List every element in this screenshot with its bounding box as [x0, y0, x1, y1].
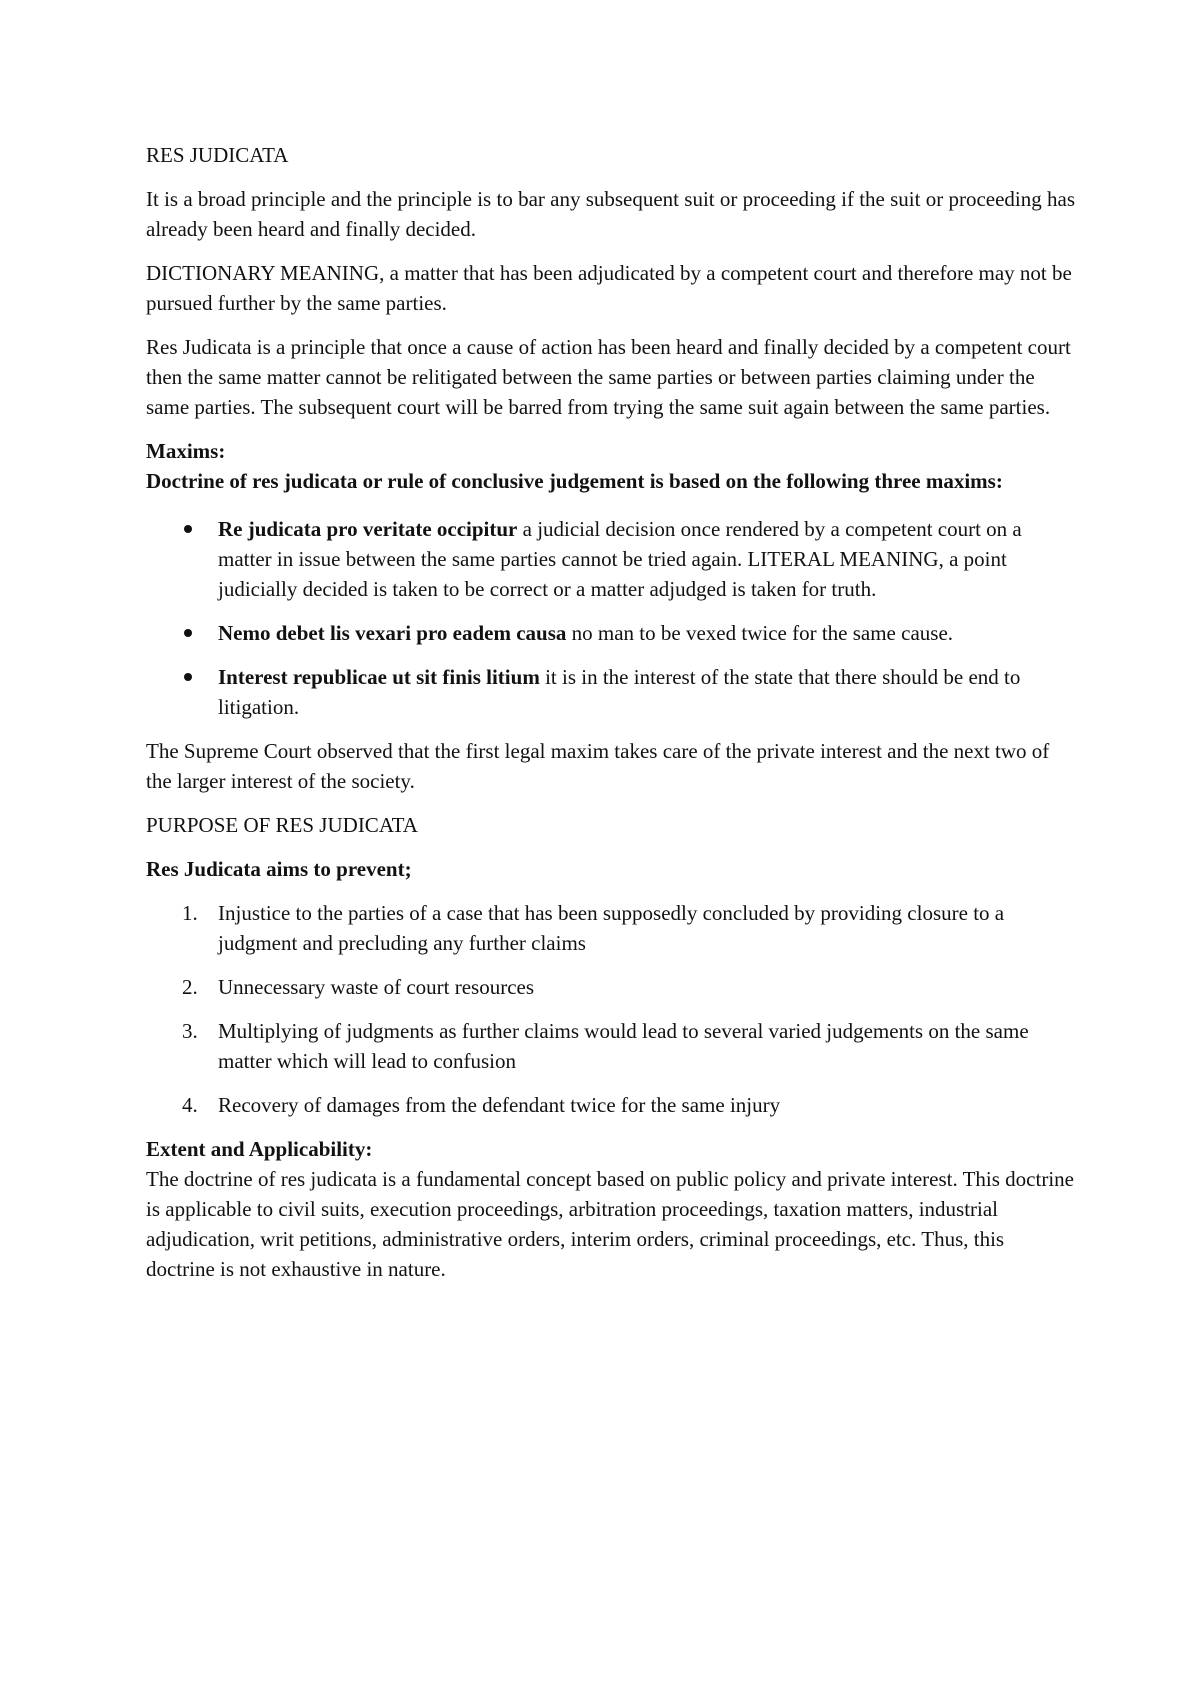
maxim-term: Interest republicae ut sit finis litium: [218, 665, 540, 689]
bullet-icon: [184, 629, 192, 637]
maxim-item: [146, 618, 1076, 648]
list-number: 3.: [182, 1019, 198, 1043]
extent-section: [146, 1134, 1076, 1284]
intro-paragraph: It is a broad principle and the principle is to bar any subsequent suit or proceeding if the suit or proceeding has already been heard and finally decided.: [146, 187, 1075, 241]
document-page: [146, 140, 1076, 1284]
maxim-item: [146, 514, 1076, 604]
principle-paragraph: Res Judicata is a principle that once a cause of action has been heard and finally decided by a competent court then the same matter cannot be relitigated between the same parties or between parties claiming under the same parties. The subsequent court will be barred from trying the same suit again between the same parties.: [146, 335, 1071, 419]
maxim-text: a judicial decision once rendered by a competent court on a matter in issue between the same parties cannot be tried again. LITERAL MEANING, a point judicially decided is taken to be correct or a matter adjudged is taken for truth.: [218, 517, 1022, 601]
purpose-item: [146, 1016, 1076, 1076]
purpose-item-text: Injustice to the parties of a case that has been supposedly concluded by providing closure to a judgment and precluding any further claims: [218, 901, 1005, 955]
maxim-term: Nemo debet lis vexari pro eadem causa: [218, 621, 567, 645]
dictionary-meaning-paragraph: DICTIONARY MEANING, a matter that has been adjudicated by a competent court and therefore may not be pursued further by the same parties.: [146, 261, 1072, 315]
maxim-term: Re judicata pro veritate occipitur: [218, 517, 518, 541]
maxim-text: it is in the interest of the state that there should be end to litigation.: [218, 665, 1021, 719]
bullet-icon: [184, 673, 192, 681]
extent-heading: Extent and Applicability:: [146, 1137, 373, 1161]
bullet-icon: [184, 525, 192, 533]
purpose-subheading: Res Judicata aims to prevent;: [146, 857, 412, 881]
extent-paragraph: The doctrine of res judicata is a fundamental concept based on public policy and private interest. This doctrine is applicable to civil suits, execution proceedings, arbitration proceedings, taxation matters, industrial adjudication, writ petitions, administrative orders, interim orders, criminal proceedings, etc. Thus, this doctrine is not exhaustive in nature.: [146, 1167, 1074, 1281]
purpose-item: [146, 972, 1076, 1002]
supreme-court-paragraph: The Supreme Court observed that the first legal maxim takes care of the private interest and the next two of the larger interest of the society.: [146, 739, 1050, 793]
purpose-item: [146, 898, 1076, 958]
purpose-item-text: Recovery of damages from the defendant twice for the same injury: [218, 1093, 781, 1117]
maxims-subheading: Doctrine of res judicata or rule of conclusive judgement is based on the following three maxims:: [146, 469, 1003, 493]
list-number: 4.: [182, 1093, 198, 1117]
list-number: 1.: [182, 901, 198, 925]
purpose-list: [146, 898, 1076, 1120]
document-title: RES JUDICATA: [146, 143, 289, 167]
purpose-item-text: Unnecessary waste of court resources: [218, 975, 535, 999]
maxims-list: [146, 514, 1076, 722]
maxim-item: [146, 662, 1076, 722]
list-number: 2.: [182, 975, 198, 999]
maxim-text: no man to be vexed twice for the same cause.: [566, 621, 954, 645]
maxims-heading-block: [146, 436, 1076, 496]
purpose-item-text: Multiplying of judgments as further claims would lead to several varied judgements on the same matter which will lead to confusion: [218, 1019, 1029, 1073]
maxims-heading: Maxims:: [146, 439, 226, 463]
purpose-heading: PURPOSE OF RES JUDICATA: [146, 813, 418, 837]
purpose-item: [146, 1090, 1076, 1120]
